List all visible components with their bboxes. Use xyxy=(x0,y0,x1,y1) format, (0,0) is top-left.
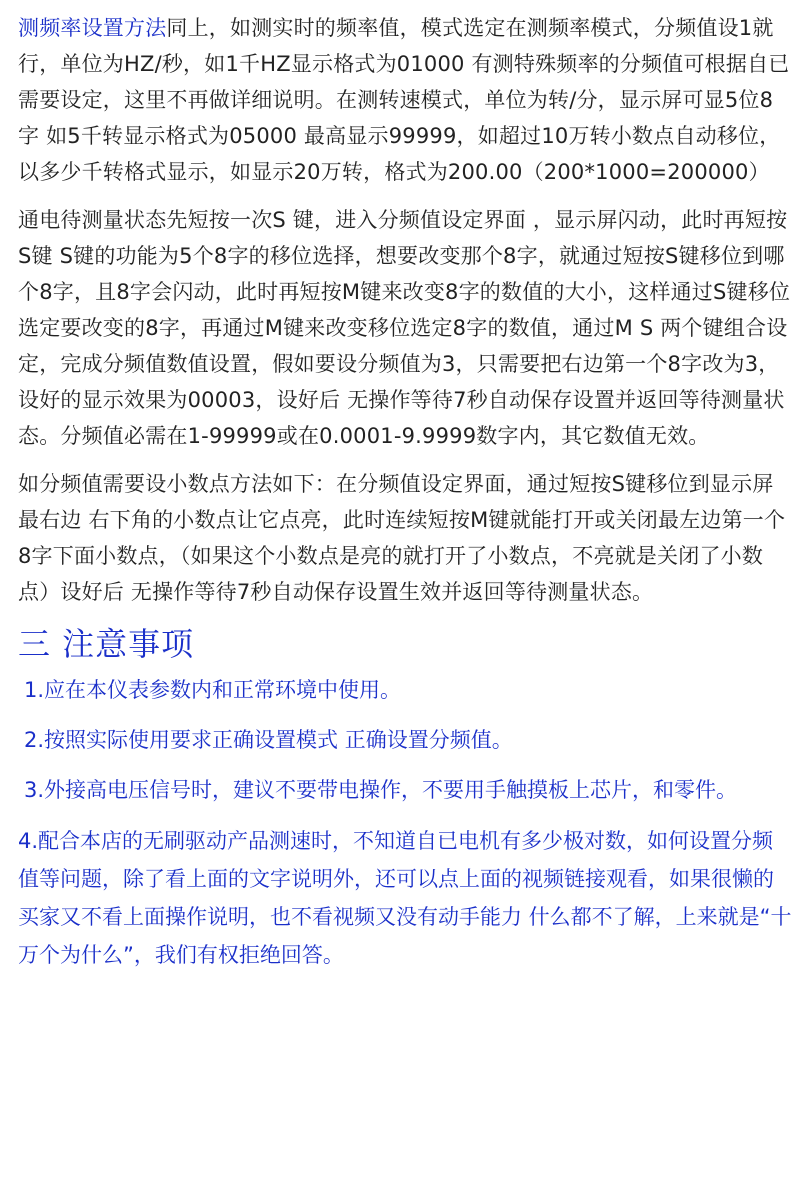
note-item-1: 1.应在本仪表参数内和正常环境中使用。 xyxy=(24,678,402,702)
note-item-2: 2.按照实际使用要求正确设置模式 正确设置分频值。 xyxy=(24,728,513,752)
setting-paragraph: 通电待测量状态先短按一次S 键，进入分频值设定界面 ，显示屏闪动，此时再短按S键 S键的功能为5个8字的移位选择，想要改变那个8字，就通过短按S键移位到哪个8字，且8字会闪动，此时再短按M键来改变8字的数值的大小，这样通过S键移位选定要改变的8字，再通过M键来改变移位选定8字的数值，通过M S 两个键组合设定，完成分频值数值设置，假如要设分频值为3，只需要把右边第一个8字改为3，设好的显示效果为00003，设好后 无操作等待7秒自动保存设置并返回等待测量状态。分频值必需在1-99999或在0.0001-9.9999数字内，其它数值无效。 xyxy=(18,208,791,448)
note-item-3: 3.外接高电压信号时，建议不要带电操作，不要用手触摸板上芯片，和零件。 xyxy=(24,778,738,802)
intro-paragraph xyxy=(18,10,792,190)
section-title: 三 注意事项 xyxy=(18,625,195,663)
intro-text: 同上，如测实时的频率值，模式选定在测频率模式，分频值设1就行，单位为HZ/秒，如1千HZ显示格式为01000 有测特殊频率的分频值可根据自已需要设定，这里不再做详细说明。在测转速模式，单位为转/分，显示屏可显5位8字 如5千转显示格式为05000 最高显示99999，如超过10万转小数点自动移位，以多少千转格式显示，如显示20万转，格式为200.00（200*1000=200000） xyxy=(18,16,790,184)
decimal-paragraph: 如分频值需要设小数点方法如下：在分频值设定界面，通过短按S键移位到显示屏最右边 右下角的小数点让它点亮，此时连续短按M键就能打开或关闭最左边第一个8字下面小数点，（如果这个小数点是亮的就打开了小数点，不亮就是关闭了小数点）设好后 无操作等待7秒自动保存设置生效并返回等待测量状态。 xyxy=(18,472,786,604)
note-item-4: 4.配合本店的无刷驱动产品测速时，不知道自已电机有多少极对数，如何设置分频值等问题，除了看上面的文字说明外，还可以点上面的视频链接观看，如果很懒的买家又不看上面操作说明，也不看视频又没有动手能力 什么都不了解，上来就是“十万个为什么”，我们有权拒绝回答。 xyxy=(18,829,792,967)
intro-highlight: 测频率设置方法 xyxy=(18,16,167,40)
notes-list xyxy=(18,672,792,974)
